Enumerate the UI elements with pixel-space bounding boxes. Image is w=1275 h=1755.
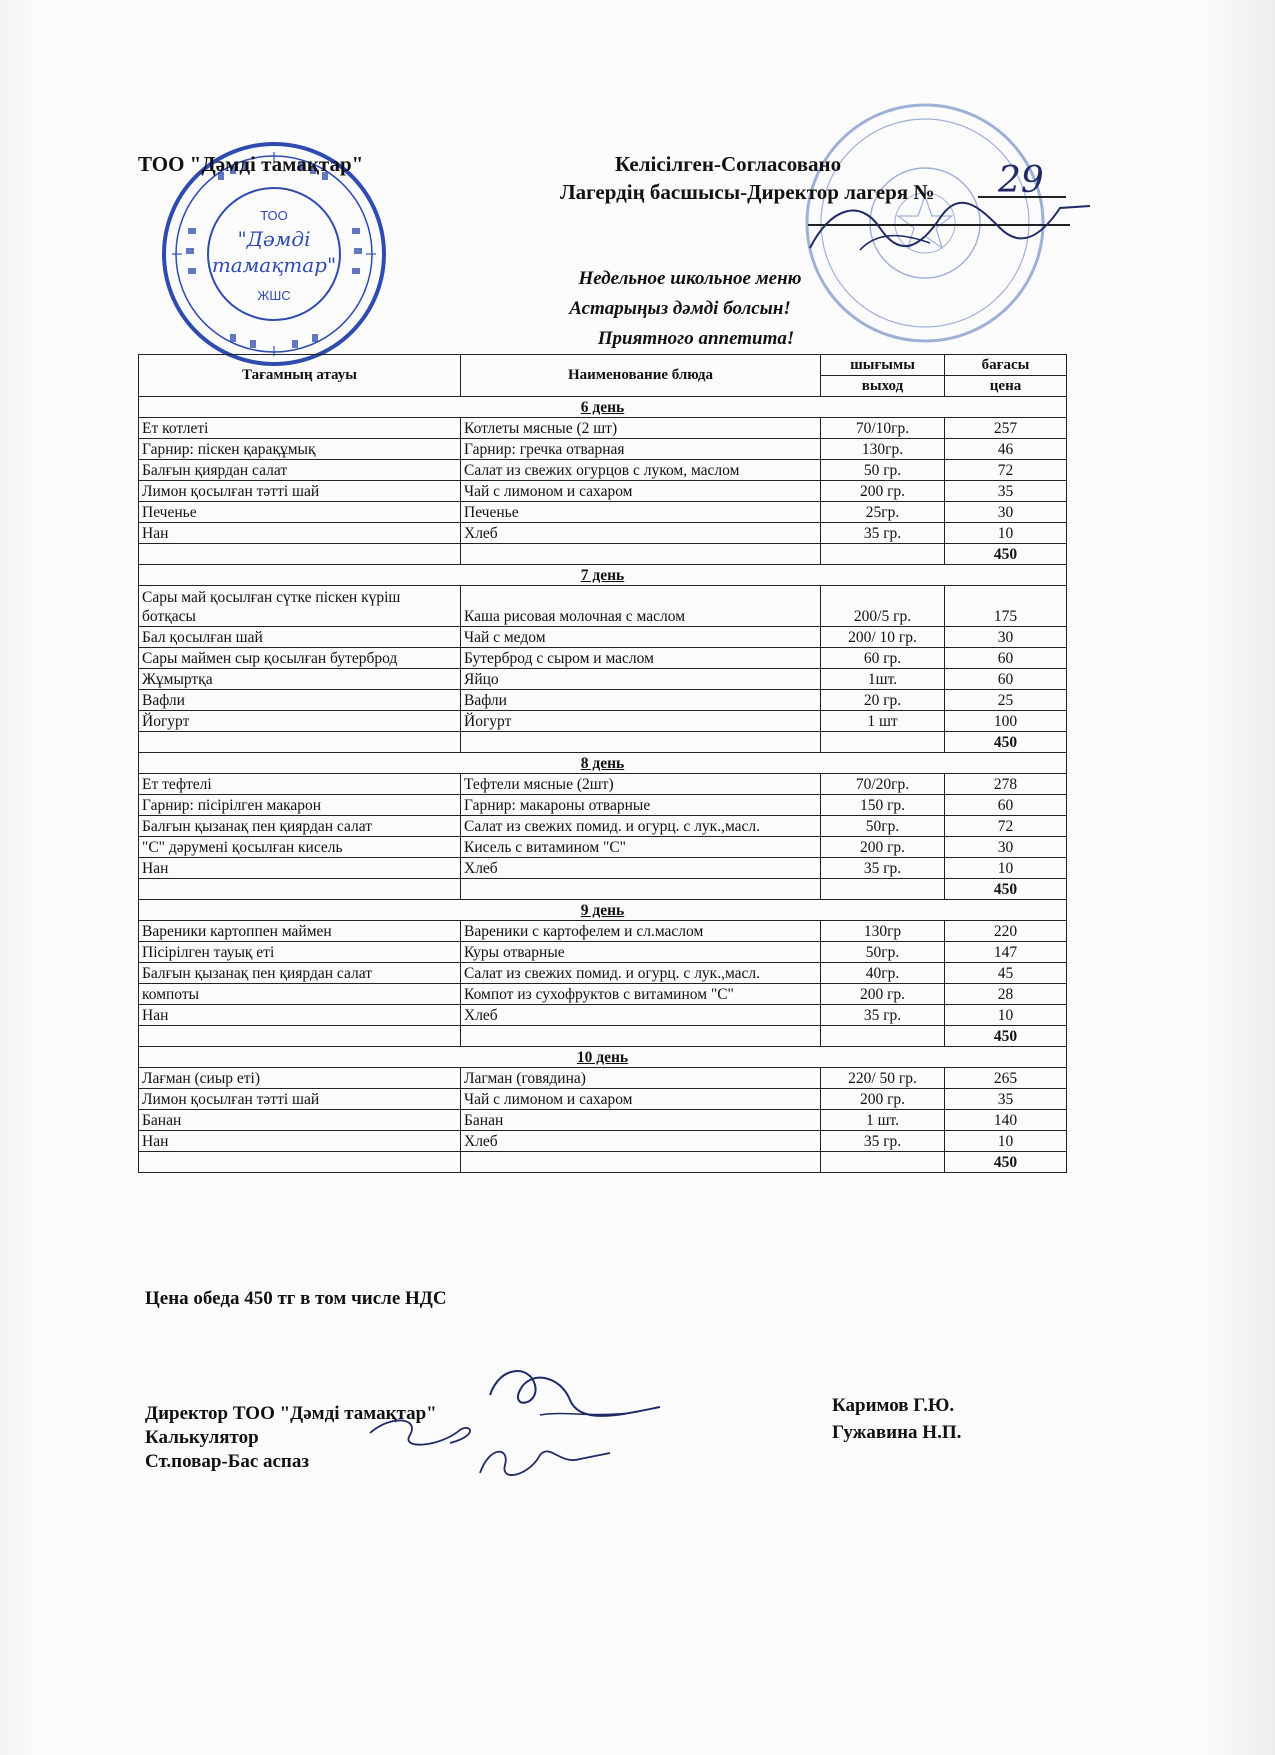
dish-name-kz: Жұмыртқа: [139, 669, 461, 690]
director-name: Каримов Г.Ю.: [832, 1395, 955, 1416]
header-price-ru: цена: [945, 376, 1067, 397]
dish-name-ru: Хлеб: [461, 1131, 821, 1152]
menu-table-body: [139, 397, 1067, 1173]
director-role: Директор ТОО "Дәмді тамақтар": [145, 1403, 437, 1424]
total-spacer: [461, 879, 821, 900]
dish-price: 72: [945, 816, 1067, 837]
menu-row: [139, 648, 1067, 669]
company-name: ТОО "Дәмді тамақтар": [138, 152, 364, 176]
day-total-row: [139, 1152, 1067, 1173]
dish-name-ru: Тефтели мясные (2шт): [461, 774, 821, 795]
dish-price: 30: [945, 837, 1067, 858]
total-spacer: [821, 544, 945, 565]
director-signature: [800, 188, 1100, 268]
day-title: 6 день: [139, 397, 1067, 418]
dish-yield: 35 гр.: [821, 523, 945, 544]
dish-price: 30: [945, 502, 1067, 523]
dish-name-kz: Нан: [139, 858, 461, 879]
total-spacer: [461, 1026, 821, 1047]
dish-price: 60: [945, 795, 1067, 816]
dish-yield: 25гр.: [821, 502, 945, 523]
dish-name-kz: Ет тефтелі: [139, 774, 461, 795]
dish-yield: 200 гр.: [821, 1089, 945, 1110]
dish-yield: 70/20гр.: [821, 774, 945, 795]
total-spacer: [821, 732, 945, 753]
dish-name-ru: Вареники с картофелем и сл.маслом: [461, 921, 821, 942]
dish-name-ru: Гарнир: гречка отварная: [461, 439, 821, 460]
total-spacer: [461, 544, 821, 565]
header-yield-kz: шығымы: [821, 355, 945, 376]
dish-price: 257: [945, 418, 1067, 439]
menu-row: [139, 502, 1067, 523]
dish-name-kz: Лағман (сиыр еті): [139, 1068, 461, 1089]
dish-name-kz: Йогурт: [139, 711, 461, 732]
dish-name-kz: Балғын қиярдан салат: [139, 460, 461, 481]
menu-row: [139, 1131, 1067, 1152]
total-spacer: [821, 879, 945, 900]
dish-price: 278: [945, 774, 1067, 795]
dish-yield: 1 шт: [821, 711, 945, 732]
dish-yield: 50 гр.: [821, 460, 945, 481]
calculator-name: Гужавина Н.П.: [832, 1422, 962, 1443]
stamp-center-3: тамақтар": [211, 253, 337, 277]
menu-row: [139, 439, 1067, 460]
dish-yield: 220/ 50 гр.: [821, 1068, 945, 1089]
dish-yield: 1 шт.: [821, 1110, 945, 1131]
chef-role: Ст.повар-Бас аспаз: [145, 1451, 310, 1472]
day-total-row: [139, 1026, 1067, 1047]
day-title: 10 день: [139, 1047, 1067, 1068]
day-header-row: [139, 397, 1067, 418]
dish-name-ru: Лагман (говядина): [461, 1068, 821, 1089]
total-spacer: [821, 1026, 945, 1047]
total-spacer: [139, 544, 461, 565]
header-name-kz: Тағамның атауы: [139, 355, 461, 397]
calculator-role: Калькулятор: [145, 1427, 259, 1448]
dish-price: 25: [945, 690, 1067, 711]
total-spacer: [461, 732, 821, 753]
dish-name-ru: Йогурт: [461, 711, 821, 732]
dish-name-ru: Каша рисовая молочная с маслом: [461, 586, 821, 627]
menu-row: [139, 942, 1067, 963]
dish-name-kz: Печенье: [139, 502, 461, 523]
dish-price: 35: [945, 481, 1067, 502]
day-total: 450: [945, 732, 1067, 753]
dish-price: 10: [945, 523, 1067, 544]
menu-row: [139, 774, 1067, 795]
dish-price: 60: [945, 648, 1067, 669]
dish-name-ru: Хлеб: [461, 1005, 821, 1026]
dish-name-ru: Чай с лимоном и сахаром: [461, 481, 821, 502]
dish-name-ru: Куры отварные: [461, 942, 821, 963]
dish-name-kz: Банан: [139, 1110, 461, 1131]
dish-name-kz: Гарнир: піскен қарақұмық: [139, 439, 461, 460]
menu-row: [139, 711, 1067, 732]
dish-name-ru: Салат из свежих помид. и огурц. с лук.,масл.: [461, 816, 821, 837]
dish-yield: 40гр.: [821, 963, 945, 984]
day-total: 450: [945, 544, 1067, 565]
day-total: 450: [945, 1026, 1067, 1047]
dish-name-ru: Гарнир: макароны отварные: [461, 795, 821, 816]
dish-price: 220: [945, 921, 1067, 942]
dish-price: 147: [945, 942, 1067, 963]
dish-price: 30: [945, 627, 1067, 648]
dish-yield: 1шт.: [821, 669, 945, 690]
day-total: 450: [945, 1152, 1067, 1173]
dish-yield: 35 гр.: [821, 858, 945, 879]
menu-row: [139, 984, 1067, 1005]
dish-yield: 35 гр.: [821, 1005, 945, 1026]
approval-title: Келісілген-Согласовано: [615, 152, 842, 176]
dish-name-ru: Вафли: [461, 690, 821, 711]
dish-name-kz: Сары маймен сыр қосылған бутерброд: [139, 648, 461, 669]
dish-name-kz: Вареники картоппен маймен: [139, 921, 461, 942]
total-spacer: [461, 1152, 821, 1173]
dish-yield: 130гр: [821, 921, 945, 942]
menu-row: [139, 795, 1067, 816]
menu-row: [139, 690, 1067, 711]
dish-name-kz: Нан: [139, 523, 461, 544]
menu-row: [139, 460, 1067, 481]
menu-row: [139, 921, 1067, 942]
dish-name-ru: Банан: [461, 1110, 821, 1131]
dish-name-kz: Лимон қосылған тәтті шай: [139, 1089, 461, 1110]
dish-name-kz: компоты: [139, 984, 461, 1005]
dish-price: 175: [945, 586, 1067, 627]
stamp-center-4: ЖШС: [257, 288, 291, 303]
dish-name-ru: Компот из сухофруктов с витамином "С": [461, 984, 821, 1005]
dish-name-kz: Ет котлеті: [139, 418, 461, 439]
dish-name-ru: Чай с лимоном и сахаром: [461, 1089, 821, 1110]
dish-yield: 200 гр.: [821, 837, 945, 858]
day-total: 450: [945, 879, 1067, 900]
menu-row: [139, 1068, 1067, 1089]
menu-row: [139, 586, 1067, 627]
dish-name-kz: Балғын қызанақ пен қиярдан салат: [139, 963, 461, 984]
menu-row: [139, 816, 1067, 837]
menu-table: [138, 354, 1067, 1173]
dish-name-ru: Хлеб: [461, 858, 821, 879]
menu-row: [139, 669, 1067, 690]
dish-price: 35: [945, 1089, 1067, 1110]
dish-name-ru: Кисель с витамином "С": [461, 837, 821, 858]
menu-row: [139, 418, 1067, 439]
dish-name-ru: Печенье: [461, 502, 821, 523]
dish-price: 140: [945, 1110, 1067, 1131]
dish-name-kz: Сары май қосылған сүтке піскен күріш ботқасы: [139, 586, 461, 627]
dish-yield: 150 гр.: [821, 795, 945, 816]
dish-name-kz: Лимон қосылған тәтті шай: [139, 481, 461, 502]
dish-price: 45: [945, 963, 1067, 984]
dish-name-kz: Пісірілген тауық еті: [139, 942, 461, 963]
approval-director: Лагердің басшысы-Директор лагеря №: [560, 180, 935, 204]
dish-name-kz: Бал қосылған шай: [139, 627, 461, 648]
menu-subtitle: Недельное школьное меню: [578, 268, 802, 289]
menu-row: [139, 837, 1067, 858]
price-note: Цена обеда 450 тг в том числе НДС: [145, 1288, 447, 1309]
footer-signatures: [360, 1355, 690, 1505]
dish-name-ru: Хлеб: [461, 523, 821, 544]
header-name-ru: Наименование блюда: [461, 355, 821, 397]
menu-row: [139, 858, 1067, 879]
dish-name-kz: "С" дәрумені қосылған кисель: [139, 837, 461, 858]
dish-price: 100: [945, 711, 1067, 732]
dish-name-ru: Котлеты мясные (2 шт): [461, 418, 821, 439]
header-yield-ru: выход: [821, 376, 945, 397]
greeting-ru: Приятного аппетита!: [597, 328, 795, 349]
dish-price: 46: [945, 439, 1067, 460]
day-total-row: [139, 732, 1067, 753]
dish-yield: 130гр.: [821, 439, 945, 460]
day-total-row: [139, 879, 1067, 900]
dish-price: 10: [945, 858, 1067, 879]
total-spacer: [139, 1152, 461, 1173]
dish-name-ru: Яйцо: [461, 669, 821, 690]
day-header-row: [139, 1047, 1067, 1068]
day-title: 7 день: [139, 565, 1067, 586]
total-spacer: [821, 1152, 945, 1173]
dish-price: 10: [945, 1005, 1067, 1026]
header-price-kz: бағасы: [945, 355, 1067, 376]
dish-yield: 50гр.: [821, 942, 945, 963]
day-header-row: [139, 565, 1067, 586]
menu-row: [139, 627, 1067, 648]
dish-price: 10: [945, 1131, 1067, 1152]
dish-name-ru: Чай с медом: [461, 627, 821, 648]
menu-row: [139, 523, 1067, 544]
dish-name-kz: Нан: [139, 1005, 461, 1026]
menu-row: [139, 1110, 1067, 1131]
menu-row: [139, 963, 1067, 984]
dish-yield: 200 гр.: [821, 481, 945, 502]
dish-yield: 200/5 гр.: [821, 586, 945, 627]
total-spacer: [139, 1026, 461, 1047]
day-header-row: [139, 753, 1067, 774]
dish-name-ru: Салат из свежих помид. и огурц. с лук.,масл.: [461, 963, 821, 984]
dish-price: 265: [945, 1068, 1067, 1089]
dish-yield: 200 гр.: [821, 984, 945, 1005]
day-title: 8 день: [139, 753, 1067, 774]
day-header-row: [139, 900, 1067, 921]
dish-name-kz: Вафли: [139, 690, 461, 711]
dish-name-ru: Салат из свежих огурцов с луком, маслом: [461, 460, 821, 481]
menu-row: [139, 1089, 1067, 1110]
dish-name-kz: Гарнир: пісірілген макарон: [139, 795, 461, 816]
dish-price: 28: [945, 984, 1067, 1005]
dish-name-kz: Балғын қызанақ пен қиярдан салат: [139, 816, 461, 837]
stamp-center-1: ТОО: [260, 208, 288, 223]
day-title: 9 день: [139, 900, 1067, 921]
dish-yield: 50гр.: [821, 816, 945, 837]
day-total-row: [139, 544, 1067, 565]
menu-row: [139, 481, 1067, 502]
dish-price: 60: [945, 669, 1067, 690]
dish-name-ru: Бутерброд с сыром и маслом: [461, 648, 821, 669]
total-spacer: [139, 879, 461, 900]
stamp-center-2: "Дәмді: [237, 227, 311, 251]
dish-yield: 70/10гр.: [821, 418, 945, 439]
dish-yield: 35 гр.: [821, 1131, 945, 1152]
dish-price: 72: [945, 460, 1067, 481]
total-spacer: [139, 732, 461, 753]
dish-name-kz: Нан: [139, 1131, 461, 1152]
dish-yield: 200/ 10 гр.: [821, 627, 945, 648]
dish-yield: 20 гр.: [821, 690, 945, 711]
camp-number: 29: [998, 160, 1044, 201]
greeting-kz: Астарыңыз дәмді болсын!: [569, 298, 791, 319]
menu-row: [139, 1005, 1067, 1026]
dish-yield: 60 гр.: [821, 648, 945, 669]
